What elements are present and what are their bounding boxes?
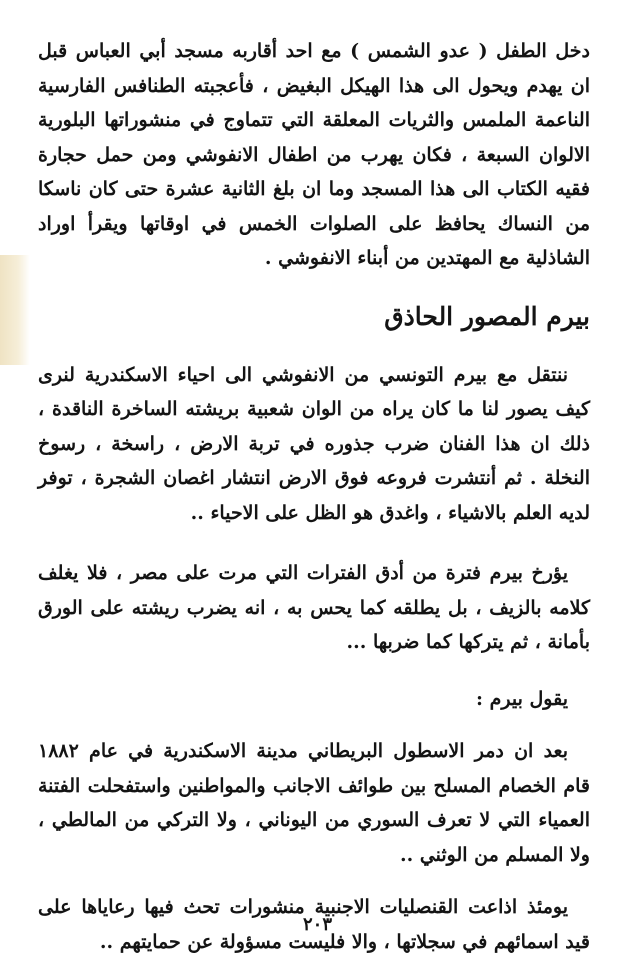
section-heading: بيرم المصور الحاذق: [384, 301, 590, 331]
paragraph-intro: ننتقل مع بيرم التونسي من الانفوشي الى احياء الاسكندرية لنرى كيف يصور لنا ما كان يراه من الوان شعبية بريشته الساخرة الناقدة ، ذلك ان هذا الفنان ضرب جذوره في تربة الارض ، راسخة ، رسوخ النخلة . ثم أنتشرت فروعه فوق الارض انتشار اغصان الشجرة ، توفر لديه العلم بالاشياء ، واغدق هو الظل على الاحياء ..: [38, 363, 590, 524]
paper-stain: [0, 255, 30, 365]
page-number: ٢٠٣: [302, 914, 332, 935]
paragraph-bombardment: بعد ان دمر الاسطول البريطاني مدينة الاسكندرية في عام ١٨٨٢ قام الخصام المسلح بين طوائف الاجانب والمواطنين واستفحلت الفتنة العمياء التي لا تعرف السوري من اليوناني ، ولا التركي من المالطي ، ولا المسلم من الوثني ..: [38, 740, 590, 866]
paragraph-consulates: يومئذ اذاعت القنصليات الاجنبية منشورات تحث فيها رعاياها على قيد اسمائهم في سجلاتها ، والا فليست مسؤولة عن حمايتهم ..: [38, 896, 590, 953]
paragraph-opening: دخل الطفل ( عدو الشمس ) مع احد أقاربه مسجد أبي العباس قبل ان يهدم ويحول الى هذا الهيكل البغيض ، فأعجبته الطنافس الفارسية الناعمة الملمس والثريات المعلقة التي تتماوج في منشوراتها البلورية الالوان السبعة ، فكان يهرب من اطفال الانفوشي ومن حمل حجارة فقيه الكتاب الى هذا المسجد وما ان بلغ الثانية عشرة حتى كان ناسكا من النساك يحافظ على الصلوات الخمس في اوقاتها ويقرأ اوراد الشاذلية مع المهتدين من أبناء الانفوشي .: [38, 40, 591, 269]
page-body: [38, 34, 590, 959]
paragraph-quote-lead: يقول بيرم :: [475, 687, 568, 710]
paragraph-history: يؤرخ بيرم فترة من أدق الفترات التي مرت على مصر ، فلا يغلف كلامه بالزيف ، بل يطلقه كما يحس به ، انه يضرب ريشته على الورق بأمانة ، ثم يتركها كما ضربها ...: [38, 562, 590, 653]
